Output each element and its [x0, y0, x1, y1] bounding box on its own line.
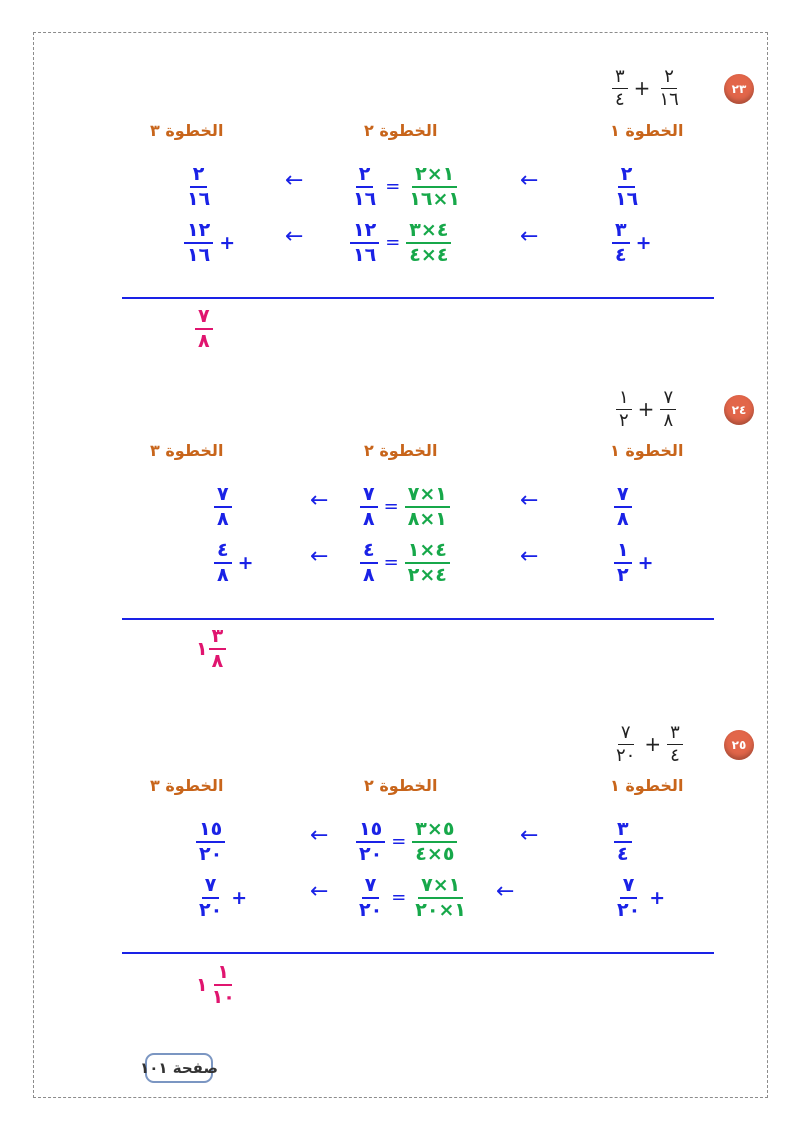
arrow-icon: ← [310, 823, 329, 848]
problem-expression [613, 723, 683, 766]
step-2-row-1: $\frac{٧}{٨}$ = $\frac{١\times ٧}{١\times ٨}$ [360, 484, 450, 530]
step-3-row-1: $\frac{١٥}{٢٠}$ [196, 819, 225, 865]
problem-number-badge: ٢٥ [724, 730, 754, 760]
step-3-row-1: $\frac{٧}{٨}$ [214, 484, 232, 530]
step-2-row-2: $\frac{٧}{٢٠}$ = $\frac{١\times ٧}{١\times ٢٠}$ [359, 874, 467, 921]
arrow-icon: ← [520, 823, 539, 848]
arrow-icon: ← [520, 544, 539, 569]
step-3-label: الخطوة ٣ [150, 121, 224, 140]
step-1-row-1: $\frac{٧}{٨}$ [614, 484, 632, 530]
step-1-label: الخطوة ١ [610, 121, 684, 140]
step-1-row-1: $\frac{٣}{٤}$ [614, 819, 632, 865]
fraction-b: $\frac{٢}{١٦}$ [659, 66, 679, 110]
step-2-row-1: $\frac{١٥}{٢٠}$ = $\frac{٥\times ٣}{٥\times ٤}$ [356, 819, 457, 865]
plus-sign: + [644, 732, 662, 757]
arrow-icon: ← [310, 544, 329, 569]
fraction-a: $\frac{٧}{٢٠}$ [616, 722, 636, 766]
arrow-icon: ← [496, 879, 515, 904]
arrow-icon: ← [310, 488, 329, 513]
fraction-b: $\frac{٧}{٨}$ [660, 388, 676, 431]
arrow-icon: ← [520, 168, 539, 193]
step-2-label: الخطوة ٢ [364, 441, 438, 460]
step-3-row-2: $\frac{٧}{٢٠}$ + [199, 874, 248, 921]
arrow-icon: ← [520, 488, 539, 513]
plus-sign: + [637, 397, 655, 422]
sum-line [122, 618, 714, 620]
step-3-row-2: $\frac{٤}{٨}$ + [214, 540, 254, 586]
step-3-row-2: $\frac{١٢}{١٦}$ + [184, 220, 235, 266]
step-3-label: الخطوة ٣ [150, 441, 224, 460]
fraction-a: $\frac{١}{٢}$ [616, 388, 632, 431]
arrow-icon: ← [310, 879, 329, 904]
problem-expression [612, 67, 682, 110]
step-1-row-2: $\frac{٣}{٤}$ + [612, 220, 652, 266]
problem-number-badge: ٢٤ [724, 395, 754, 425]
sum-line [122, 952, 714, 954]
plus-sign: + [633, 76, 651, 101]
problem-expression [616, 388, 676, 431]
step-3-label: الخطوة ٣ [150, 776, 224, 795]
step-2-label: الخطوة ٢ [364, 121, 438, 140]
step-3-row-1: $\frac{٢}{١٦}$ [187, 163, 211, 210]
step-2-row-2: $\frac{١٢}{١٦}$ = $\frac{٤\times ٣}{٤\times ٤}$ [350, 220, 451, 266]
step-1-row-2: $\frac{٧}{٢٠}$ + [617, 874, 666, 921]
arrow-icon: ← [285, 168, 304, 193]
step-1-row-2: $\frac{١}{٢}$ + [614, 540, 654, 586]
step-1-label: الخطوة ١ [610, 776, 684, 795]
step-2-label: الخطوة ٢ [364, 776, 438, 795]
arrow-icon: ← [285, 224, 304, 249]
answer: ١ $\frac{٣}{٨}$ [196, 626, 226, 672]
sum-line [122, 297, 714, 299]
answer: ١ $\frac{١}{١٠}$ [196, 961, 235, 1008]
page-number-label: صفحة ١٠١ [145, 1053, 213, 1083]
step-1-label: الخطوة ١ [610, 441, 684, 460]
fraction-b: $\frac{٣}{٤}$ [667, 723, 683, 766]
step-1-row-1: $\frac{٢}{١٦}$ [615, 163, 639, 210]
step-2-row-1: $\frac{٢}{١٦}$ = $\frac{١\times ٢}{١\times ١٦}$ [353, 163, 461, 210]
problem-number-badge: ٢٣ [724, 74, 754, 104]
step-2-row-2: $\frac{٤}{٨}$ = $\frac{٤\times ١}{٤\times ٢}$ [360, 540, 450, 586]
arrow-icon: ← [520, 224, 539, 249]
answer: $\frac{٧}{٨}$ [194, 306, 213, 352]
fraction-a: $\frac{٣}{٤}$ [612, 67, 628, 110]
